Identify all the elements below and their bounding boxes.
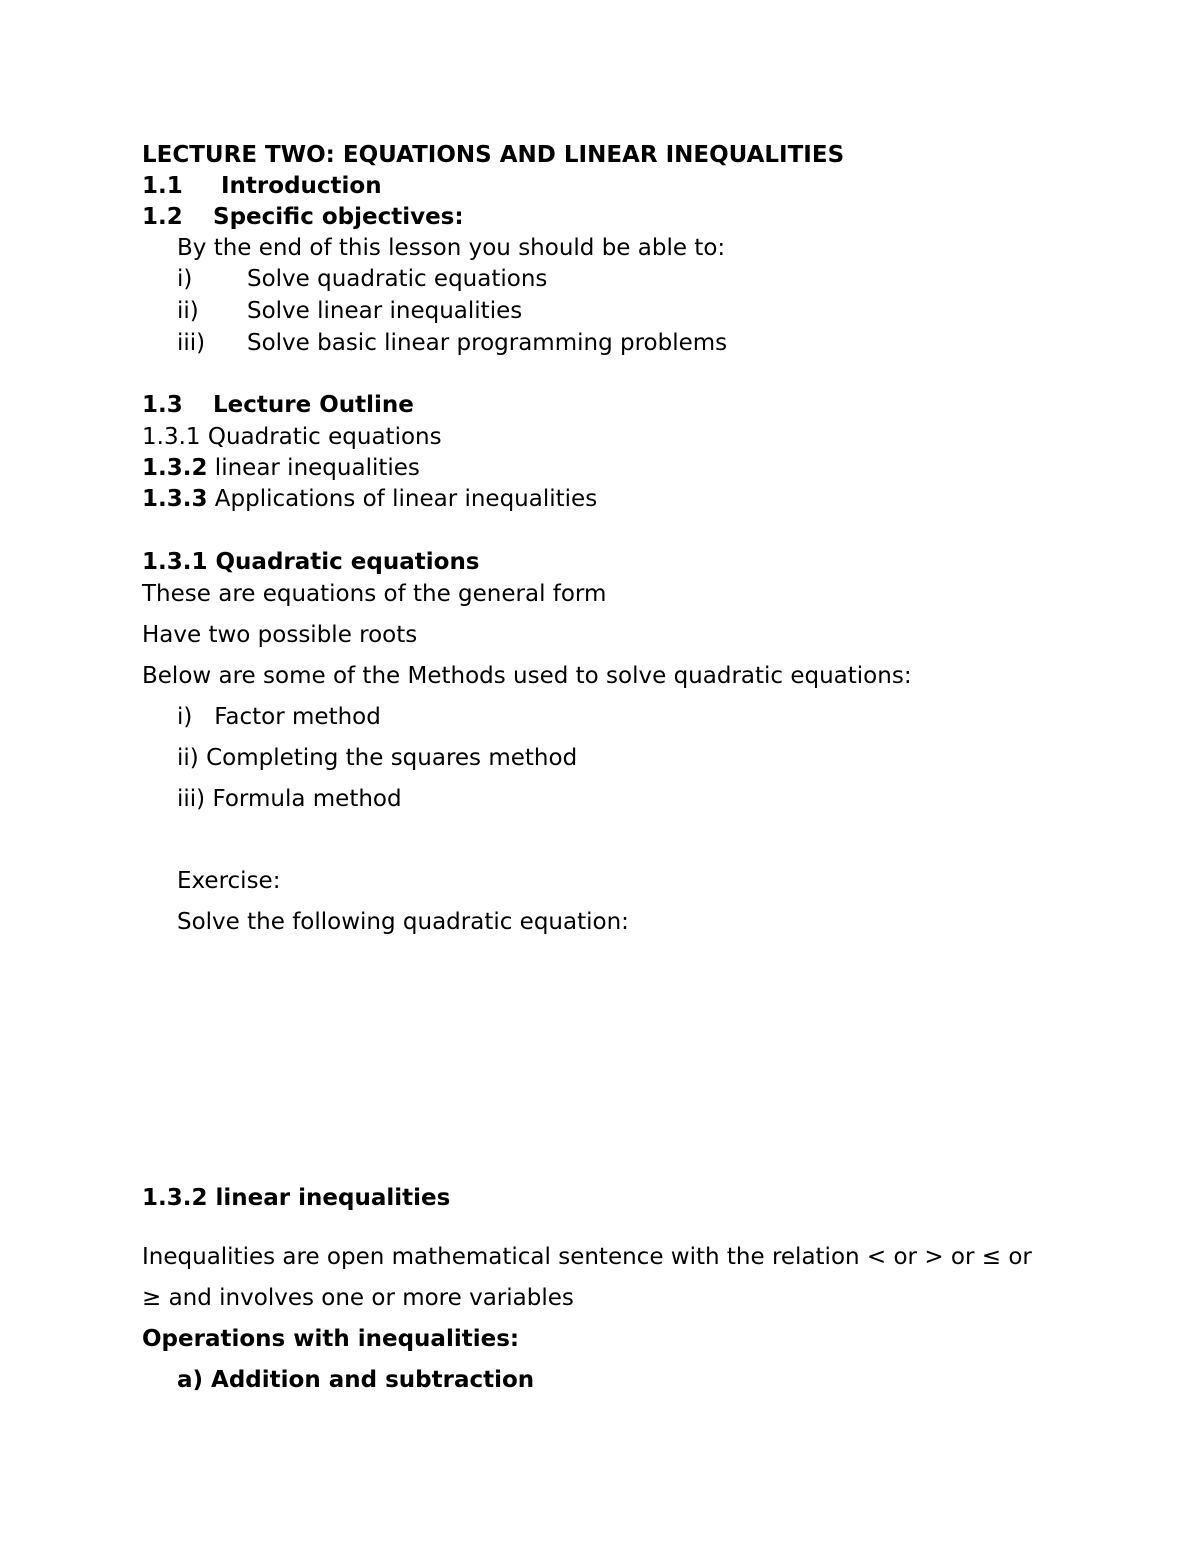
paragraph: Below are some of the Methods used to solve quadratic equations: bbox=[142, 663, 912, 689]
list-text: Solve basic linear programming problems bbox=[247, 330, 728, 356]
section-number: 1.1 bbox=[142, 173, 183, 199]
lecture-title: LECTURE TWO: EQUATIONS AND LINEAR INEQUALITIES bbox=[142, 142, 845, 168]
exercise-text: Solve the following quadratic equation: bbox=[177, 909, 629, 935]
objectives-lead: By the end of this lesson you should be able to: bbox=[177, 235, 726, 261]
outline-text: Applications of linear inequalities bbox=[207, 486, 598, 512]
section-number: 1.2 bbox=[142, 204, 183, 230]
outline-text: Quadratic equations bbox=[200, 424, 442, 450]
subsection-number: 1.3.2 bbox=[142, 1185, 208, 1211]
paragraph: Inequalities are open mathematical sentence with the relation < or > or ≤ or bbox=[142, 1244, 1032, 1270]
list-item bbox=[177, 296, 523, 326]
outline-item bbox=[142, 484, 597, 514]
exercise-label: Exercise: bbox=[177, 868, 281, 894]
section-objectives bbox=[142, 202, 464, 232]
operations-heading: Operations with inequalities: bbox=[142, 1326, 520, 1352]
outline-text: linear inequalities bbox=[207, 455, 420, 481]
list-marker: iii) bbox=[177, 330, 206, 356]
outline-number: 1.3.1 bbox=[142, 424, 201, 450]
section-label: Specific objectives: bbox=[213, 204, 464, 230]
list-item bbox=[177, 264, 548, 294]
list-text: Solve linear inequalities bbox=[247, 298, 523, 324]
subsection-number: 1.3.1 bbox=[142, 549, 208, 575]
section-outline bbox=[142, 390, 414, 420]
outline-item bbox=[142, 453, 420, 483]
outline-item bbox=[142, 422, 442, 452]
subsection-label: linear inequalities bbox=[207, 1185, 451, 1211]
list-marker: ii) bbox=[177, 298, 199, 324]
paragraph: These are equations of the general form bbox=[142, 581, 607, 607]
section-label: Lecture Outline bbox=[213, 392, 414, 418]
method-item: ii) Completing the squares method bbox=[177, 745, 578, 771]
section-label: Introduction bbox=[221, 173, 382, 199]
section-introduction bbox=[142, 171, 382, 201]
paragraph: Have two possible roots bbox=[142, 622, 418, 648]
outline-number: 1.3.3 bbox=[142, 486, 208, 512]
method-item: iii) Formula method bbox=[177, 786, 402, 812]
outline-number: 1.3.2 bbox=[142, 455, 208, 481]
list-item bbox=[177, 328, 728, 358]
subsection-linear-heading bbox=[142, 1183, 450, 1213]
subsection-label: Quadratic equations bbox=[207, 549, 480, 575]
list-marker: i) bbox=[177, 266, 193, 292]
subsection-quadratic-heading bbox=[142, 547, 480, 577]
operations-subheading: a) Addition and subtraction bbox=[177, 1367, 535, 1393]
paragraph: ≥ and involves one or more variables bbox=[142, 1285, 574, 1311]
section-number: 1.3 bbox=[142, 392, 183, 418]
list-text: Solve quadratic equations bbox=[247, 266, 548, 292]
method-item: i) Factor method bbox=[177, 704, 381, 730]
